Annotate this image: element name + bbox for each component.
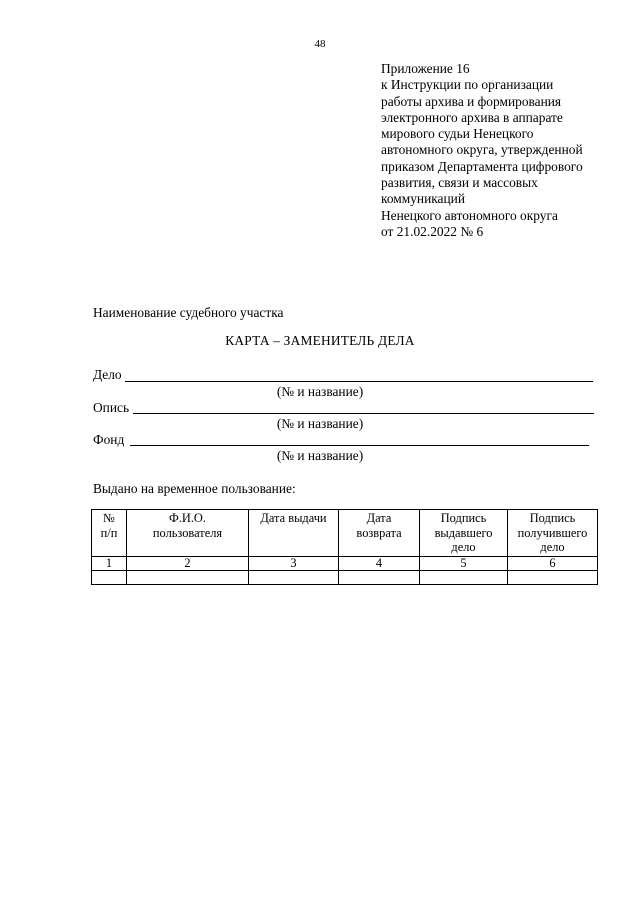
delo-label: Дело	[93, 367, 122, 382]
column-number: 6	[508, 556, 598, 570]
appendix-line: приказом Департамента цифрового	[381, 158, 583, 174]
appendix-line: Ненецкого автономного округа	[381, 207, 558, 223]
appendix-line: работы архива и формирования	[381, 93, 562, 109]
table-cell[interactable]	[92, 570, 127, 584]
table-row	[92, 570, 598, 584]
opis-label: Опись	[93, 400, 130, 415]
issued-label: Выдано на временное пользование:	[93, 481, 296, 496]
header-user-name: Ф.И.О. пользователя	[127, 510, 249, 557]
appendix-line: Приложение 16	[381, 61, 470, 76]
appendix-line: мирового судьи Ненецкого	[381, 126, 534, 142]
table-cell[interactable]	[127, 570, 249, 584]
header-return-date: Дата возврата	[339, 510, 420, 557]
header-recipient-signature: Подпись получившего дело	[508, 510, 598, 557]
header-issuer-signature: Подпись выдавшего дело	[420, 510, 508, 557]
column-number: 1	[92, 556, 127, 570]
delo-hint: (№ и название)	[276, 384, 364, 399]
opis-hint: (№ и название)	[276, 416, 364, 431]
issue-table	[91, 509, 598, 585]
table-cell[interactable]	[339, 570, 420, 584]
fond-hint: (№ и название)	[276, 448, 364, 463]
fond-line[interactable]	[130, 445, 589, 446]
court-section-label: Наименование судебного участка	[93, 305, 284, 320]
table-cell[interactable]	[420, 570, 508, 584]
fond-label: Фонд	[93, 432, 125, 447]
column-number: 4	[339, 556, 420, 570]
column-number: 2	[127, 556, 249, 570]
table-cell[interactable]	[508, 570, 598, 584]
appendix-line: коммуникаций	[381, 191, 465, 207]
delo-line[interactable]	[125, 381, 593, 382]
opis-line[interactable]	[133, 413, 594, 414]
table-cell[interactable]	[249, 570, 339, 584]
appendix-line: автономного округа, утвержденной	[381, 142, 583, 158]
appendix-line: электронного архива в аппарате	[381, 109, 563, 125]
column-number: 3	[249, 556, 339, 570]
column-number: 5	[420, 556, 508, 570]
document-title: КАРТА – ЗАМЕНИТЕЛЬ ДЕЛА	[225, 333, 415, 348]
appendix-line: развития, связи и массовых	[381, 175, 538, 191]
table-header-row	[92, 510, 598, 557]
header-number: № п/п	[92, 510, 127, 557]
table-column-numbers-row	[92, 556, 598, 570]
appendix-line: к Инструкции по организации	[381, 77, 554, 93]
appendix-line: от 21.02.2022 № 6	[381, 223, 484, 239]
page-number: 48	[314, 38, 326, 50]
header-issue-date: Дата выдачи	[249, 510, 339, 557]
appendix-header	[381, 61, 611, 240]
